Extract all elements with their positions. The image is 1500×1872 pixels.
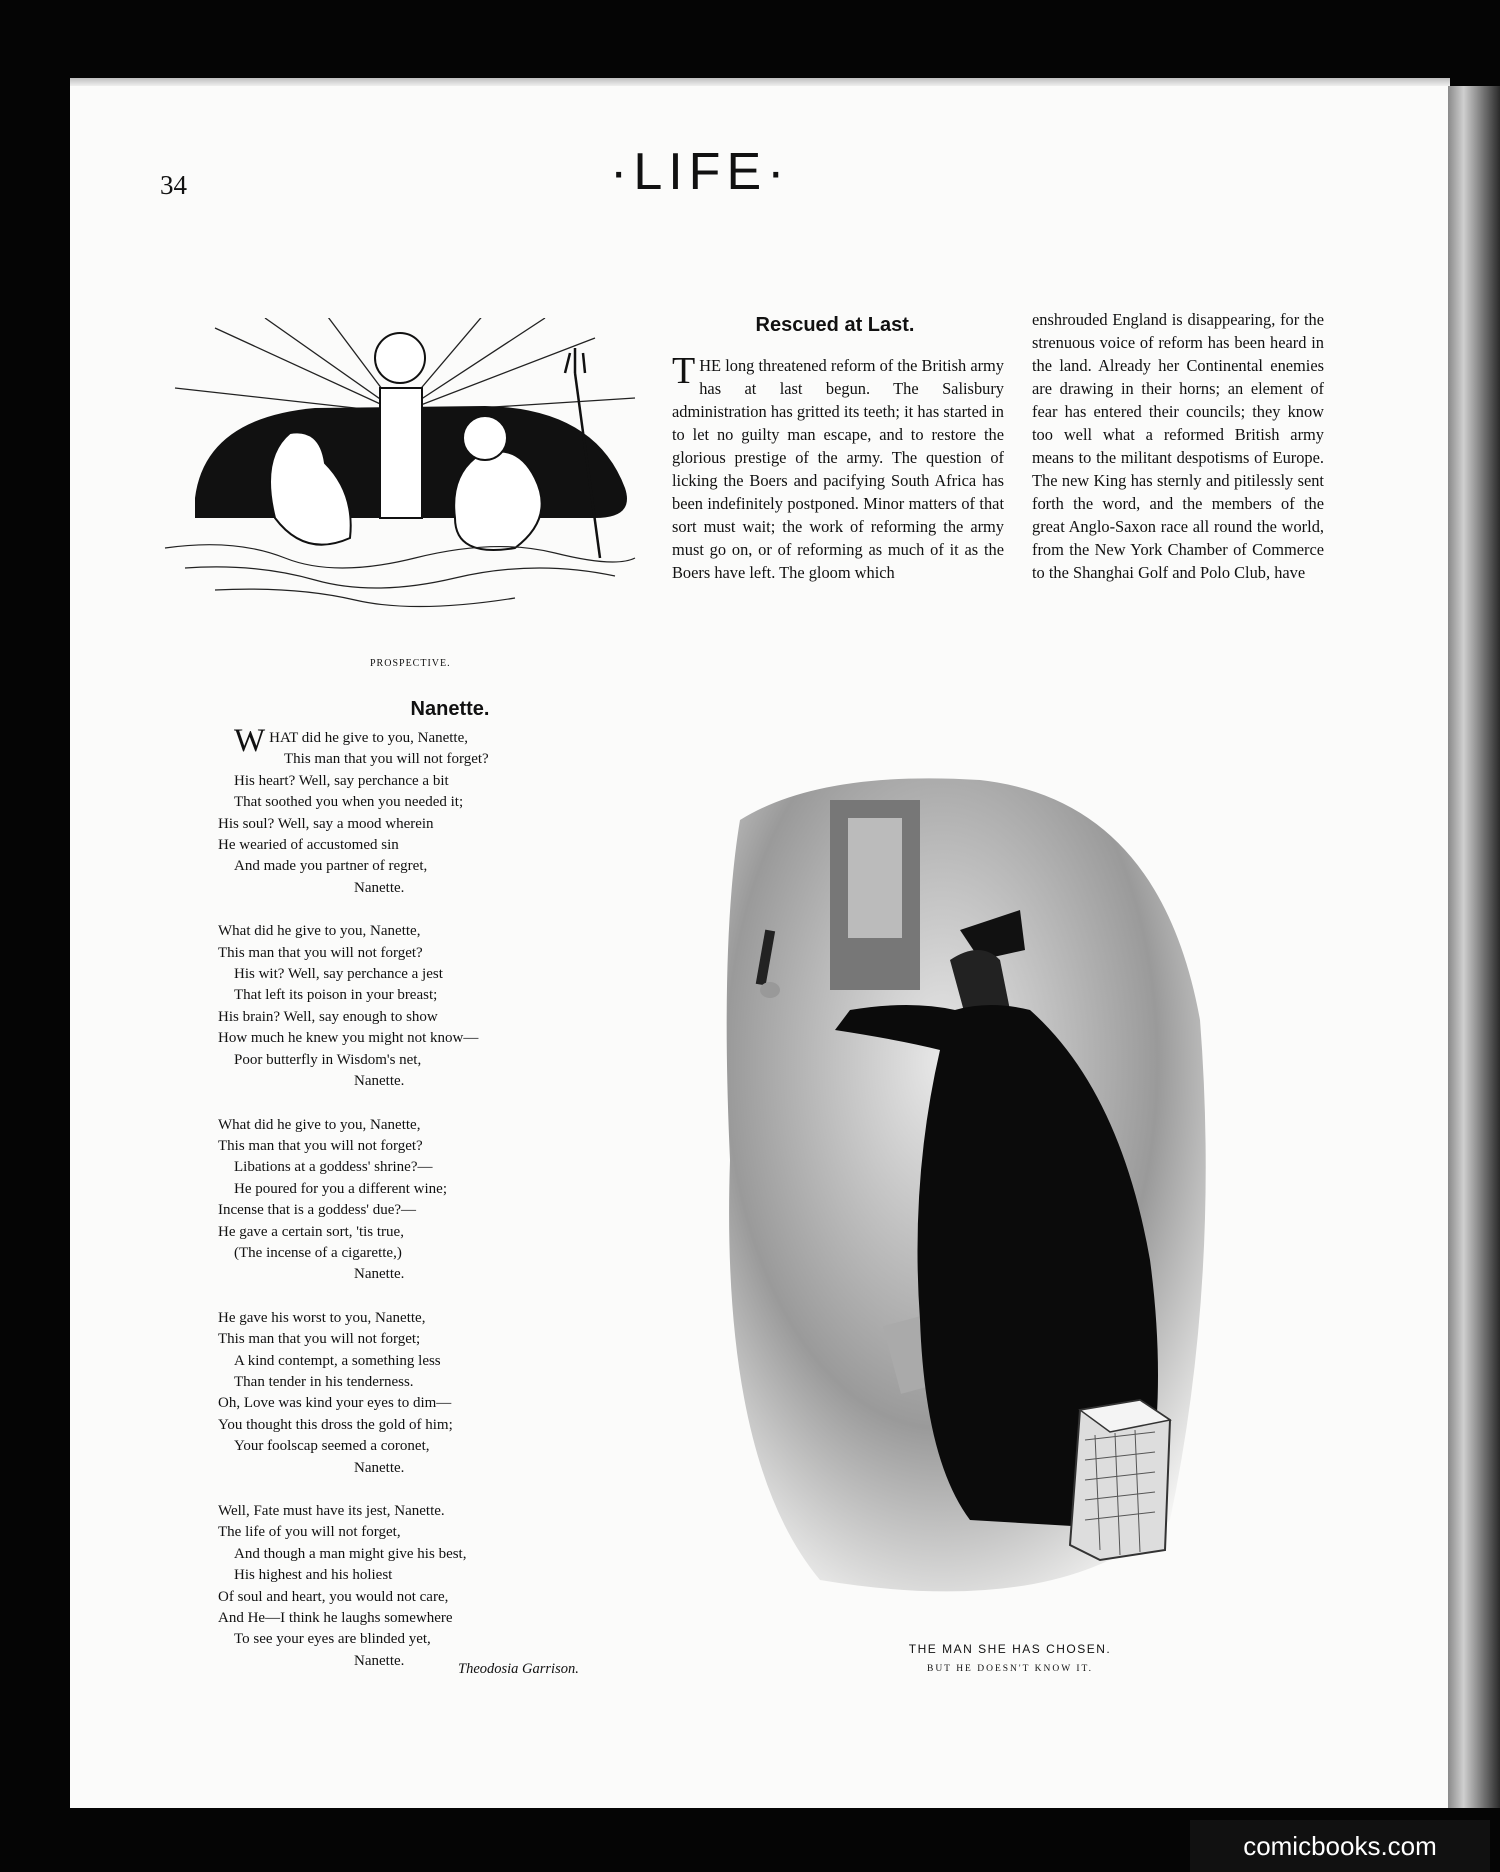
poem-line: He gave a certain sort, 'tis true,: [218, 1223, 404, 1240]
article-column-1: [672, 350, 1004, 584]
poem-line: His highest and his holiest: [234, 1567, 393, 1584]
poem-body: [218, 723, 638, 1694]
cartoon-caption: PROSPECTIVE.: [370, 658, 451, 669]
poem-line: Than tender in his tenderness.: [234, 1373, 414, 1390]
poem-line: This man that you will not forget?: [218, 944, 423, 961]
poem-line: To see your eyes are blinded yet,: [234, 1631, 431, 1648]
article-text-2: enshrouded England is disappearing, for the strenuous voice of reform has been heard in the land. Already her Continental enemies are drawing in their horns; an element of fear has entered their councils; they know too well what a reformed British army means to the militant despotisms of Europe. The new King has sternly and pitilessly sent forth the word, and the members of the great Anglo-Saxon race all round the world, from the New York Chamber of Commerce to the Shanghai Golf and Polo Club, have: [1032, 310, 1324, 582]
poem-title: Nanette.: [410, 698, 490, 720]
illustration-caption: THE MAN SHE HAS CHOSEN.: [908, 1642, 1112, 1656]
article-column-2: [1032, 308, 1324, 584]
poem-line: Nanette.: [354, 1266, 405, 1283]
poem-author: Theodosia Garrison.: [458, 1661, 579, 1677]
poem-line: He wearied of accustomed sin: [218, 837, 399, 854]
poem-line: And though a man might give his best,: [234, 1545, 467, 1562]
poem-line: This man that you will not forget?: [218, 1137, 423, 1154]
poem-line: And made you partner of regret,: [234, 858, 428, 875]
poem-line: He gave his worst to you, Nanette,: [218, 1309, 426, 1326]
poem-line: His brain? Well, say enough to show: [218, 1008, 438, 1025]
poem-line: A kind contempt, a something less: [234, 1352, 441, 1369]
poem-line: Incense that is a goddess' due?—: [218, 1202, 417, 1219]
poem-line: This man that you will not forget;: [218, 1331, 421, 1348]
page-number: 34: [160, 170, 187, 200]
poem-line: How much he knew you might not know—: [218, 1030, 479, 1047]
poem-line: That soothed you when you needed it;: [234, 794, 464, 811]
poem-line: What did he give to you, Nanette,: [218, 923, 421, 940]
poem-line: Poor butterfly in Wisdom's net,: [234, 1051, 422, 1068]
masthead-title: ·LIFE·: [610, 143, 791, 201]
poem-line: (The incense of a cigarette,): [234, 1244, 402, 1261]
stanza-4: [218, 1308, 638, 1479]
man-she-has-chosen-illustration: [700, 760, 1220, 1620]
poem-line: The life of you will not forget,: [218, 1524, 401, 1541]
poem-line: Nanette.: [354, 1652, 405, 1669]
poem-line: Well, Fate must have its jest, Nanette.: [218, 1503, 445, 1519]
poem-line: His heart? Well, say perchance a bit: [234, 772, 449, 789]
poem-line: What did he give to you, Nanette,: [218, 1116, 421, 1133]
poem-line: Nanette.: [354, 1073, 405, 1090]
poem-line: Nanette.: [354, 879, 405, 896]
illustration-subcaption: BUT HE DOESN'T KNOW IT.: [926, 1664, 1094, 1674]
stanza-3: [218, 1115, 638, 1286]
poem-line: Nanette.: [354, 1459, 405, 1476]
poem-line: This man that you will not forget?: [284, 751, 489, 768]
poem-line: That left its poison in your breast;: [234, 987, 438, 1004]
stanza-5: [218, 1501, 638, 1672]
stanza-2: [218, 921, 638, 1092]
binding-gutter: [1448, 86, 1500, 1808]
article-dropcap: T: [672, 350, 696, 392]
watermark: comicbooks.com: [1190, 1820, 1490, 1872]
poem-line: HAT did he give to you, Nanette,: [269, 730, 469, 746]
poem-line: His soul? Well, say a mood wherein: [218, 815, 434, 832]
poem-line: He poured for you a different wine;: [234, 1180, 447, 1197]
poem-line: His wit? Well, say perchance a jest: [234, 966, 443, 983]
poem-line: Your foolscap seemed a coronet,: [234, 1438, 430, 1455]
article-title: Rescued at Last.: [755, 314, 915, 336]
poem-line: Libations at a goddess' shrine?—: [234, 1159, 433, 1176]
stanza-1: [218, 723, 638, 899]
poem-line: You thought this dross the gold of him;: [218, 1416, 453, 1433]
poem-dropcap: W: [234, 723, 266, 759]
poem-line: Of soul and heart, you would not care,: [218, 1588, 449, 1605]
article-text-1: HE long threatened reform of the British army has at last begun. The Salisbury administration has gritted its teeth; it has started in to let no guilty man escape, and to restore the glorious prestige of the army. The question of licking the Boers and pacifying South Africa has been indefinitely postponed. Minor matters of that sort must wait; the work of reforming the army must go on, or of reforming as much of it as the Boers have left. The gloom which: [672, 356, 1004, 582]
poem-line: Oh, Love was kind your eyes to dim—: [218, 1395, 452, 1412]
prospective-cartoon: [155, 318, 645, 628]
poem-line: And He—I think he laughs somewhere: [218, 1610, 453, 1627]
